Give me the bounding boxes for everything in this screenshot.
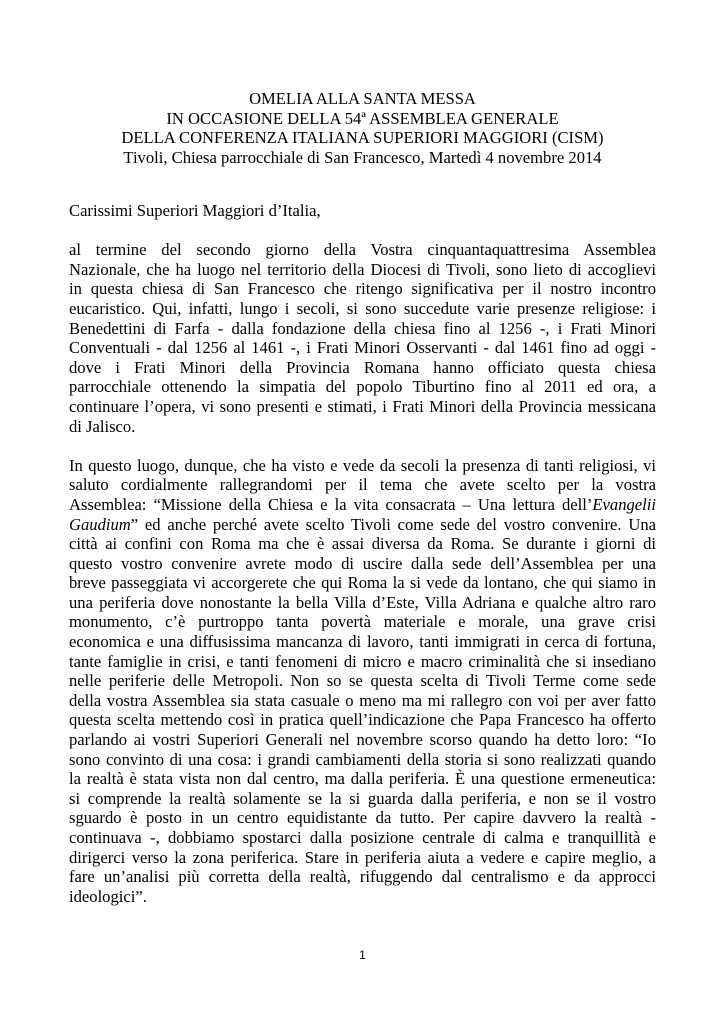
paragraph-1-line: Conventuali - dal 1256 al 1461 -, i Frati Minori Osservanti - dal 1461 fino ad oggi - [69, 338, 656, 358]
paragraph-2-line: una periferia dove nonostante la bella Villa d’Este, Villa Adriana e qualche altro raro [69, 592, 656, 612]
paragraph-2-line [69, 495, 656, 515]
paragraph-2-line: economica e una diffusissima mancanza di lavoro, tanti immigrati in cerca di fortuna, [69, 632, 656, 652]
paragraph-2-line: parlando ai vostri Superiori Generali nel novembre scorso quando ha detto loro: “Io [69, 730, 656, 750]
heading-occasion: IN OCCASIONE DELLA 54ª ASSEMBLEA GENERALE [166, 108, 559, 128]
paragraph-1-line: Benedettini di Farfa - dalla fondazione della chiesa fino al 1256 -, i Frati Minori [69, 318, 656, 338]
paragraph-2-line: dirigerci verso la zona periferica. Stare in periferia aiuta a vedere e capire meglio, a [69, 847, 656, 867]
paragraph-1-line: Nazionale, che ha luogo nel territorio della Diocesi di Tivoli, sono lieto di accoglievi [69, 259, 656, 279]
paragraph-2-line: continuava -, dobbiamo spostarci dalla posizione centrale di calma e tranquillità e [69, 828, 656, 847]
paragraph-2-line: fare un’analisi più corretta della realtà, rifuggendo dal centralismo e da approcci [69, 867, 656, 887]
paragraph-1-line: di Jalisco. [69, 416, 136, 436]
paragraph-2-line [69, 515, 656, 535]
paragraph-2-line: la realtà è stata vista non dal centro, ma dalla periferia. È una questione ermeneutica: [69, 769, 656, 789]
homily-heading [60, 89, 665, 167]
paragraph-2-line: tante famiglie in crisi, e tanti fenomeni di micro e macro criminalità che si insediano [69, 651, 656, 671]
page-number: 1 [359, 948, 366, 962]
paragraph-1 [69, 240, 656, 436]
paragraph-1-line: dove i Frati Minori della Provincia Romana hanno officiato questa chiesa [69, 357, 656, 377]
paragraph-2-line: questa scelta mettendo così in pratica quell’indicazione che Papa Francesco ha offerto [69, 710, 656, 730]
heading-organization: DELLA CONFERENZA ITALIANA SUPERIORI MAGGIORI (CISM) [121, 128, 604, 148]
assembly-theme-text: Assemblea: “Missione della Chiesa e la vita consacrata – Una lettura dell’ [69, 494, 593, 514]
salutation: Carissimi Superiori Maggiori d’Italia, [69, 201, 321, 220]
document-title-italic: Gaudium [69, 514, 131, 534]
paragraph-2-line: ideologici”. [69, 886, 147, 906]
paragraph-1-line: al termine del secondo giorno della Vostra cinquantaquattresima Assemblea [69, 240, 656, 260]
paragraph-2-line: monumento, c’è purtroppo tanta povertà materiale e morale, una grave crisi [69, 612, 656, 632]
paragraph-2-line: città ai confini con Roma ma che è assai diversa da Roma. Se durante i giorni di [69, 534, 656, 554]
paragraph-2-line: si comprende la realtà solamente se la si guarda dalla periferia, e non se il vostro [69, 788, 656, 808]
paragraph-1-line: parrocchiale ottenendo la simpatia del popolo Tiburtino fino al 2011 ed ora, a [69, 377, 656, 397]
heading-title: OMELIA ALLA SANTA MESSA [249, 89, 476, 108]
paragraph-2-line: sguardo è posto in un centro equidistante da tutto. Per capire davvero la realtà - [69, 808, 656, 828]
paragraph-2-line: della vostra Assemblea sia stata casuale o meno ma mi rallegro con voi per aver fatto [69, 690, 656, 710]
paragraph-2-line: questo vostro convenire avrete modo di uscire dalla sede dell’Assemblea per una [69, 553, 656, 573]
paragraph-2-line: breve passeggiata vi accorgerete che qui Roma la si vede da lontano, che qui siamo in [69, 573, 656, 593]
paragraph-1-line: eucaristico. Qui, infatti, lungo i secoli, si sono succedute varie presenze religiose: i [69, 298, 656, 318]
paragraph-2 [69, 456, 656, 907]
paragraph-1-line: continuare l’opera, vi sono presenti e stimati, i Frati Minori della Provincia messicana [69, 396, 656, 416]
paragraph-2-line: saluto cordialmente rallegrandomi per il tema che avete scelto per la vostra [69, 475, 656, 495]
paragraph-1-line: in questa chiesa di San Francesco che ritengo significativa per il nostro incontro [69, 279, 656, 299]
homily-body [69, 201, 656, 906]
paragraph-2-line: nelle periferie delle Metropoli. Non so se questa scelta di Tivoli Terme come sede [69, 671, 656, 691]
paragraph-2-line: In questo luogo, dunque, che ha visto e vede da secoli la presenza di tanti religiosi, vi [69, 455, 656, 475]
heading-place-date: Tivoli, Chiesa parrocchiale di San Francesco, Martedì 4 novembre 2014 [123, 147, 602, 167]
assembly-theme-text: ” ed anche perché avete scelto Tivoli come sede del vostro convenire. Una [130, 514, 656, 534]
document-title-italic: Evangelii [592, 494, 656, 514]
paragraph-2-line: sono convinto di una cosa: i grandi cambiamenti della storia si sono realizzati quando [69, 749, 656, 769]
